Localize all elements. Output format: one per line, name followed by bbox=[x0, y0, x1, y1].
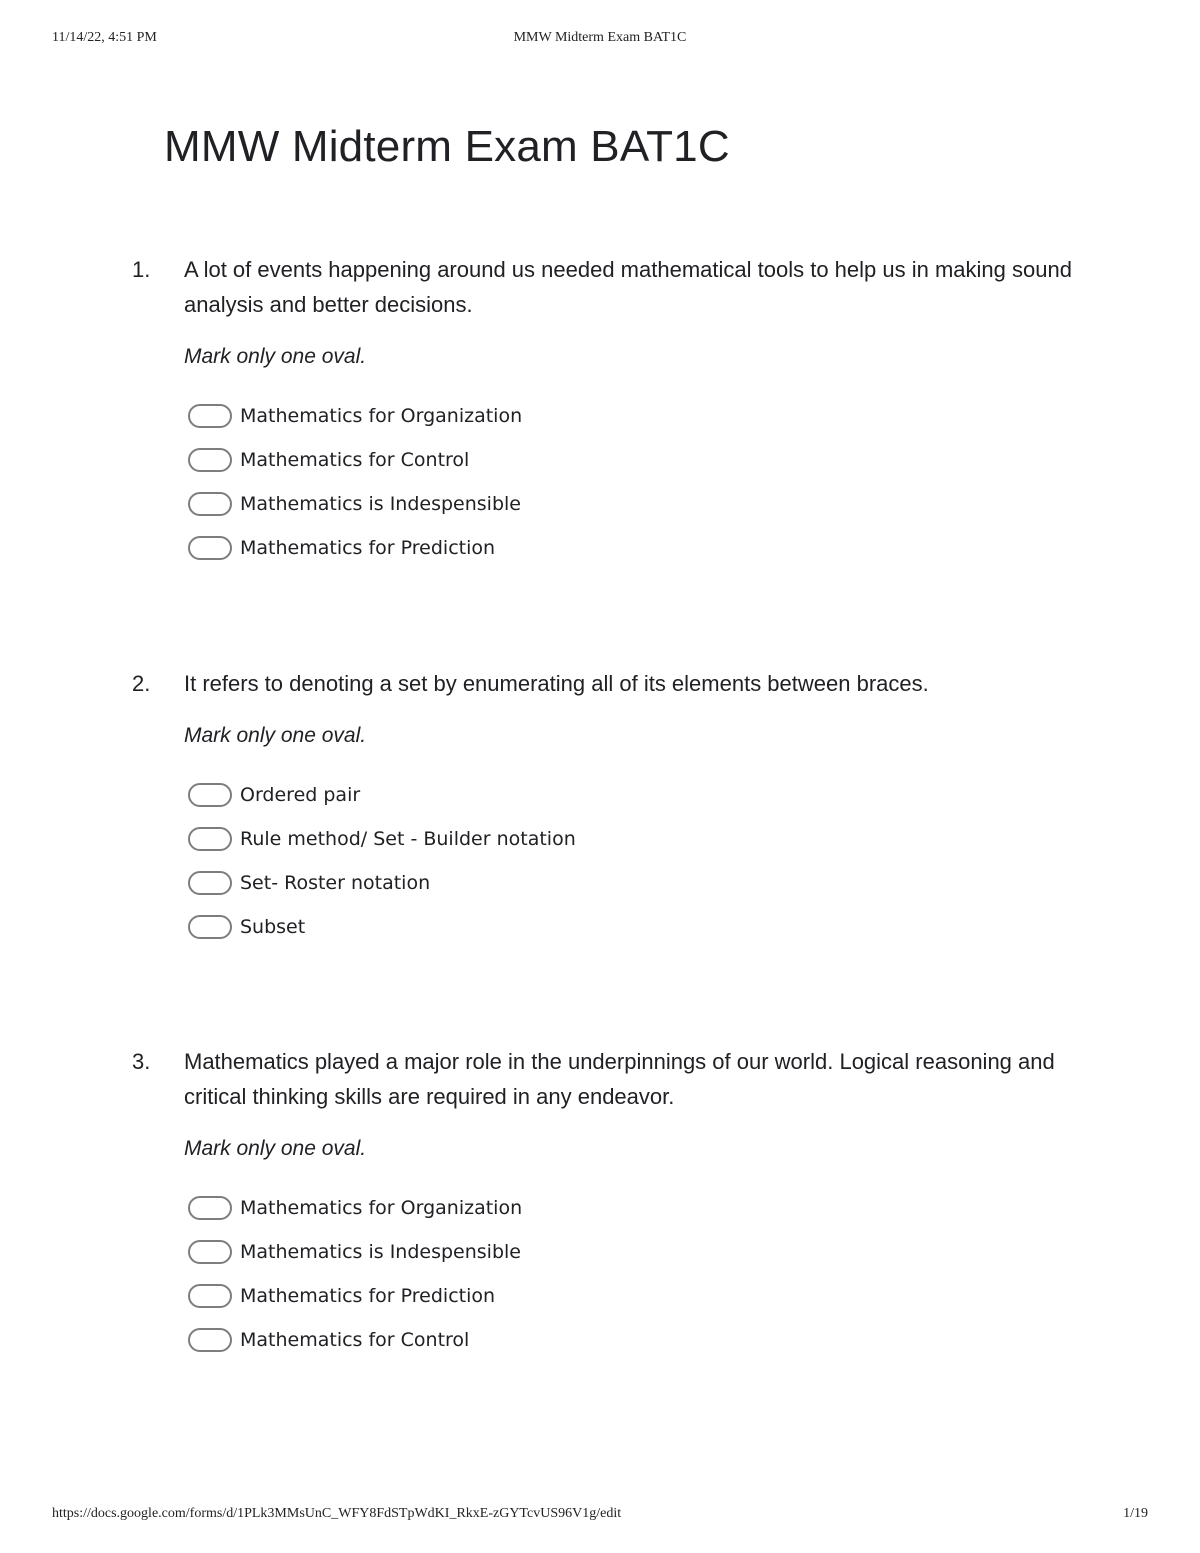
oval-radio[interactable] bbox=[188, 783, 232, 807]
option-label: Mathematics for Organization bbox=[240, 1197, 523, 1219]
question-text: Mathematics played a major role in the underpinnings of our world. Logical reasoning and critical thinking skills are required in any endeavor. bbox=[184, 1049, 1055, 1109]
question-text: It refers to denoting a set by enumerating all of its elements between braces. bbox=[184, 671, 929, 696]
option-item[interactable] bbox=[188, 1274, 1092, 1318]
oval-radio[interactable] bbox=[188, 915, 232, 939]
question-3 bbox=[132, 1044, 1092, 1362]
oval-radio[interactable] bbox=[188, 1328, 232, 1352]
oval-radio[interactable] bbox=[188, 448, 232, 472]
option-item[interactable] bbox=[188, 1186, 1092, 1230]
option-item[interactable] bbox=[188, 482, 1092, 526]
print-header bbox=[52, 30, 1148, 50]
option-item[interactable] bbox=[188, 861, 1092, 905]
option-label: Mathematics for Control bbox=[240, 1329, 470, 1351]
oval-radio[interactable] bbox=[188, 492, 232, 516]
option-label: Mathematics for Control bbox=[240, 449, 470, 471]
oval-radio[interactable] bbox=[188, 404, 232, 428]
option-label: Mathematics for Prediction bbox=[240, 1285, 496, 1307]
option-label: Ordered pair bbox=[240, 784, 361, 806]
question-number: 1. bbox=[132, 257, 151, 282]
oval-radio[interactable] bbox=[188, 871, 232, 895]
option-item[interactable] bbox=[188, 1230, 1092, 1274]
option-label: Set- Roster notation bbox=[240, 872, 431, 894]
option-item[interactable] bbox=[188, 817, 1092, 861]
print-footer bbox=[52, 1506, 1148, 1526]
options-list bbox=[188, 773, 1092, 949]
oval-radio[interactable] bbox=[188, 536, 232, 560]
question-number: 2. bbox=[132, 671, 151, 696]
print-doc-title: MMW Midterm Exam BAT1C bbox=[513, 30, 687, 45]
option-label: Subset bbox=[240, 916, 306, 938]
form-title: MMW Midterm Exam BAT1C bbox=[164, 122, 730, 171]
oval-radio[interactable] bbox=[188, 1240, 232, 1264]
option-label: Mathematics is Indespensible bbox=[240, 1241, 521, 1263]
option-label: Mathematics for Organization bbox=[240, 405, 523, 427]
option-item[interactable] bbox=[188, 773, 1092, 817]
page-number: 1/19 bbox=[1123, 1506, 1148, 1521]
option-item[interactable] bbox=[188, 526, 1092, 570]
question-instruction: Mark only one oval. bbox=[184, 345, 367, 368]
option-label: Rule method/ Set - Builder notation bbox=[240, 828, 576, 850]
print-date: 11/14/22, 4:51 PM bbox=[52, 30, 157, 45]
oval-radio[interactable] bbox=[188, 827, 232, 851]
option-label: Mathematics is Indespensible bbox=[240, 493, 521, 515]
option-item[interactable] bbox=[188, 1318, 1092, 1362]
question-text: A lot of events happening around us needed mathematical tools to help us in making sound analysis and better decisions. bbox=[184, 257, 1072, 317]
question-instruction: Mark only one oval. bbox=[184, 724, 367, 747]
option-label: Mathematics for Prediction bbox=[240, 537, 496, 559]
question-instruction: Mark only one oval. bbox=[184, 1137, 367, 1160]
oval-radio[interactable] bbox=[188, 1284, 232, 1308]
option-item[interactable] bbox=[188, 394, 1092, 438]
question-number: 3. bbox=[132, 1049, 151, 1074]
print-url: https://docs.google.com/forms/d/1PLk3MMsUnC_WFY8FdSTpWdKI_RkxE-zGYTcvUS96V1g/edit bbox=[52, 1506, 622, 1521]
option-item[interactable] bbox=[188, 438, 1092, 482]
options-list bbox=[188, 1186, 1092, 1362]
question-1 bbox=[132, 252, 1092, 570]
oval-radio[interactable] bbox=[188, 1196, 232, 1220]
option-item[interactable] bbox=[188, 905, 1092, 949]
options-list bbox=[188, 394, 1092, 570]
question-2 bbox=[132, 666, 1092, 949]
